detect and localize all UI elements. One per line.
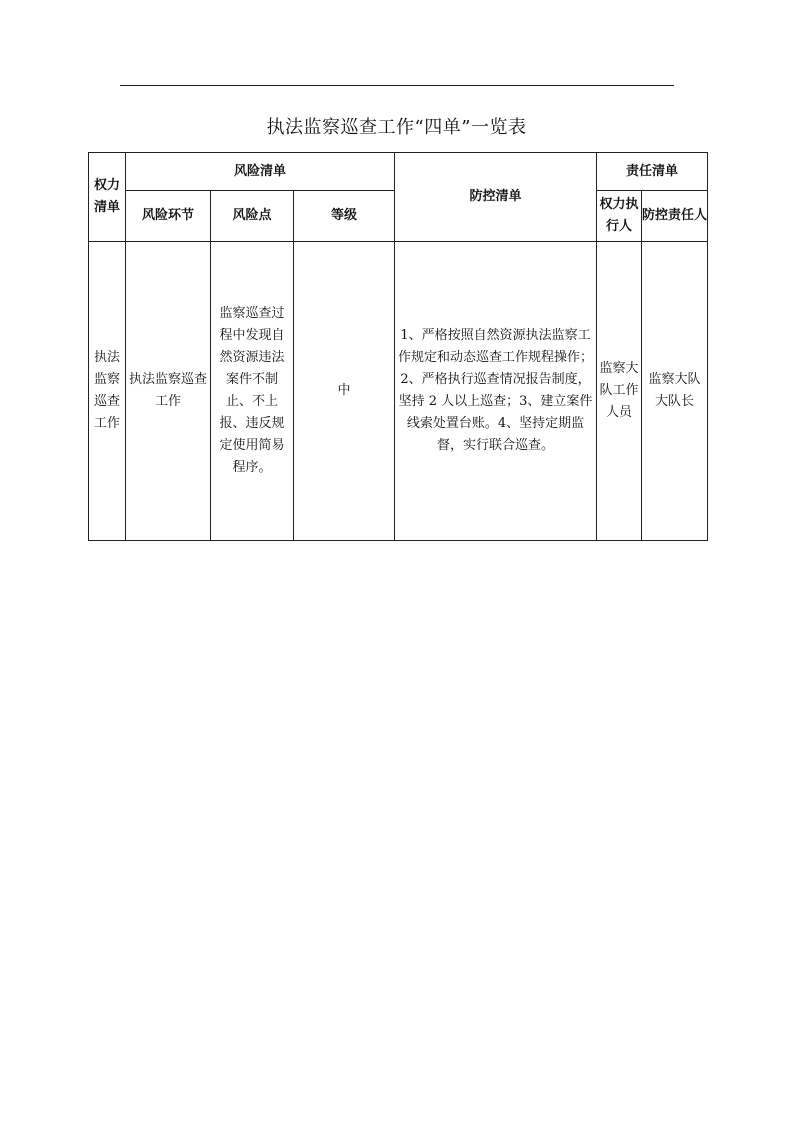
- cell-responsible: 监察大队大队长: [642, 242, 708, 541]
- cell-executor: 监察大队工作人员: [597, 242, 642, 541]
- header-responsibility-list: 责任清单: [597, 153, 708, 191]
- cell-control-measures: 1、严格按照自然资源执法监察工作规定和动态巡查工作规程操作；2、严格执行巡查情况报告制度，坚持 2 人以上巡查；3、建立案件线索处置台账。4、坚持定期监督，实行联合巡查。: [395, 242, 597, 541]
- header-control-responsible: 防控责任人: [642, 191, 708, 242]
- header-risk-link: 风险环节: [126, 191, 211, 242]
- table-row: [89, 242, 708, 541]
- cell-power: 执法监察巡查工作: [89, 242, 126, 541]
- cell-risk-link: 执法监察巡查工作: [126, 242, 211, 541]
- four-lists-table: [88, 152, 708, 541]
- header-rule: [120, 85, 674, 86]
- header-risk-list: 风险清单: [126, 153, 395, 191]
- document-title: 执法监察巡查工作“四单”一览表: [266, 117, 527, 138]
- header-row-1: [89, 153, 708, 191]
- header-control-list: 防控清单: [395, 153, 597, 242]
- header-power-executor: 权力执行人: [597, 191, 642, 242]
- cell-risk-point: 监察巡查过程中发现自然资源违法案件不制止、不上报、违反规定使用简易程序。: [211, 242, 294, 541]
- cell-level: 中: [294, 242, 395, 541]
- header-risk-point: 风险点: [211, 191, 294, 242]
- header-power-list: 权力清单: [89, 153, 126, 242]
- header-level: 等级: [294, 191, 395, 242]
